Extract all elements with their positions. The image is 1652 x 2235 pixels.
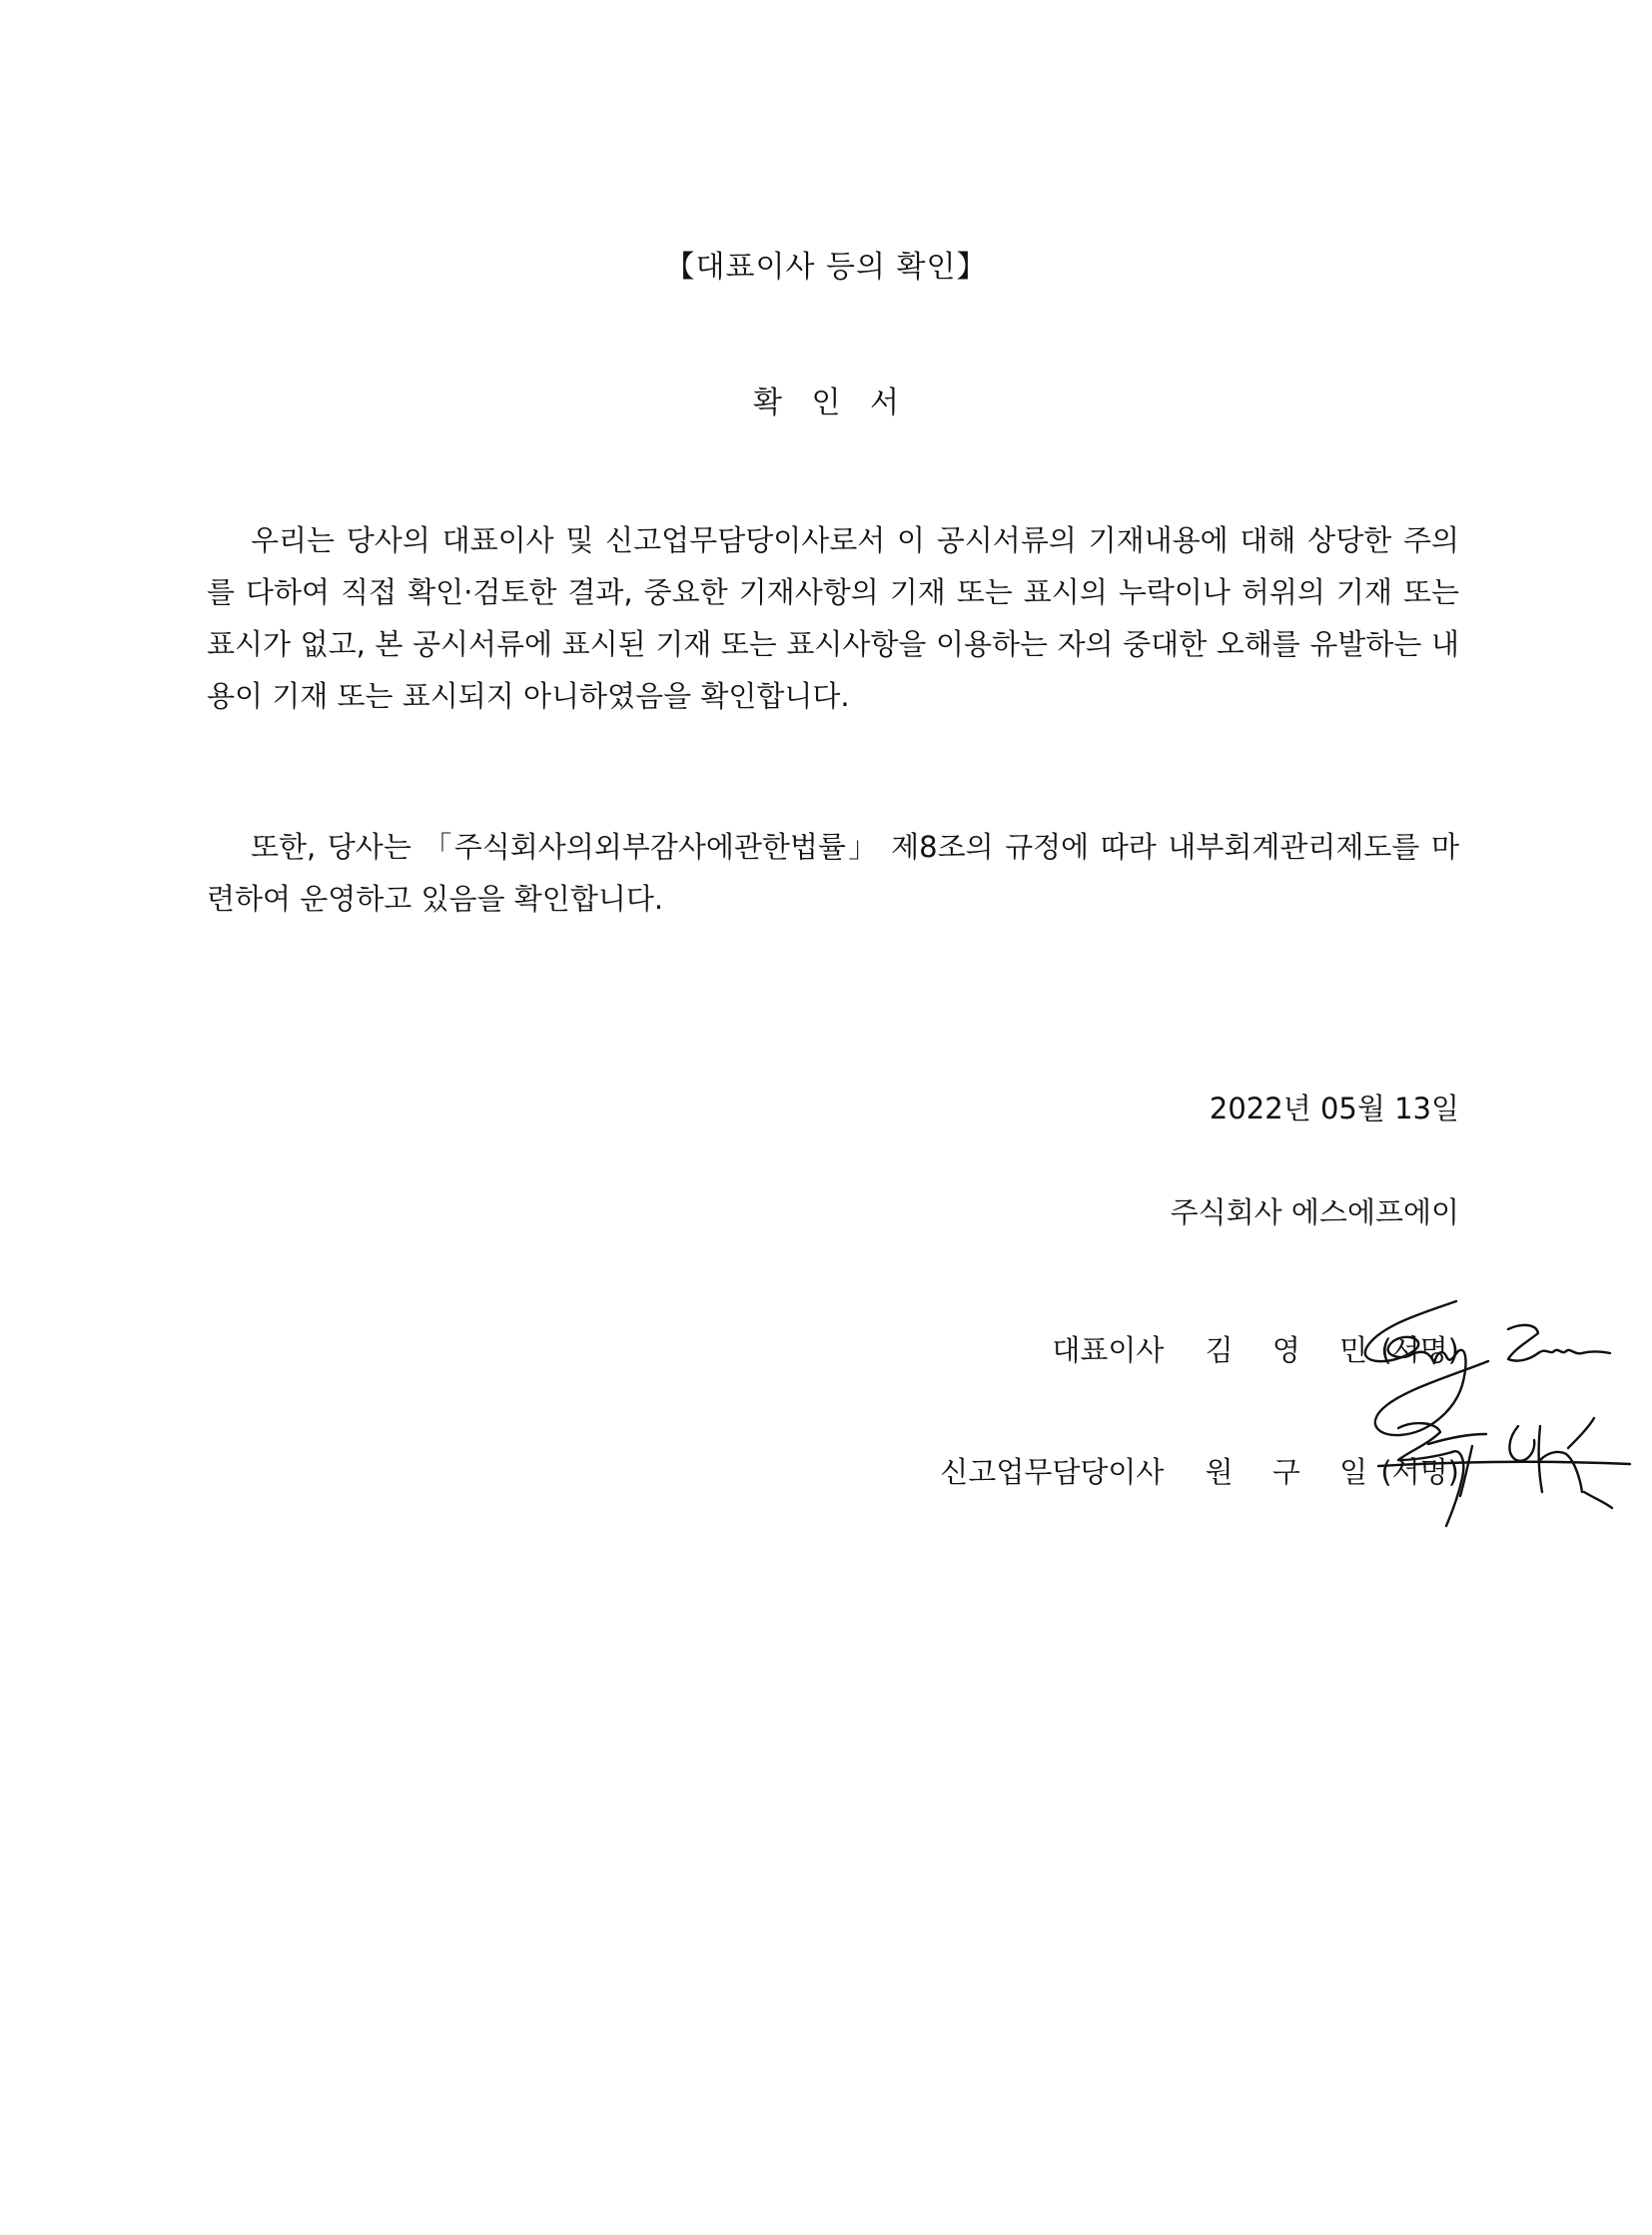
signer-role: 신고업무담당이사: [940, 1455, 1165, 1489]
confirmation-paragraph: 우리는 당사의 대표이사 및 신고업무담당이사로서 이 공시서류의 기재내용에 대해 상당한 주의를 다하여 직접 확인·검토한 결과, 중요한 기재사항의 기재 또는 표시의 누락이나 허위의 기재 또는 표시가 없고, 본 공시서류에 표시된 기재 또는 표시사항을 이용하는 자의 중대한 오해를 유발하는 내용이 기재 또는 표시되지 아니하였음을 확인합니다.: [207, 523, 1459, 713]
document-title: 확 인 서: [752, 385, 899, 420]
signer-disclosure-director: [940, 1450, 1459, 1491]
signer-name-char: 김: [1205, 1333, 1234, 1367]
section-title: 【대표이사 등의 확인】: [664, 250, 988, 285]
signer-role: 대표이사: [1052, 1333, 1165, 1367]
signer-ceo: [1052, 1328, 1459, 1369]
sign-mark: (서명): [1380, 1333, 1459, 1367]
signer-name-char: 영: [1271, 1333, 1300, 1367]
document-date: 2022년 05월 13일: [1209, 1092, 1459, 1125]
signer-name-char: 원: [1205, 1455, 1234, 1489]
signer-name-char: 민: [1339, 1333, 1368, 1367]
company-name: 주식회사 에스에프에이: [1170, 1195, 1459, 1229]
signer-name-char: 구: [1271, 1455, 1300, 1489]
internal-control-paragraph: 또한, 당사는 「주식회사의외부감사에관한법률」 제8조의 규정에 따라 내부회계관리제도를 마련하여 운영하고 있음을 확인합니다.: [207, 830, 1459, 916]
signer-name-char: 일: [1339, 1455, 1368, 1489]
sign-mark: (서명): [1380, 1455, 1459, 1489]
